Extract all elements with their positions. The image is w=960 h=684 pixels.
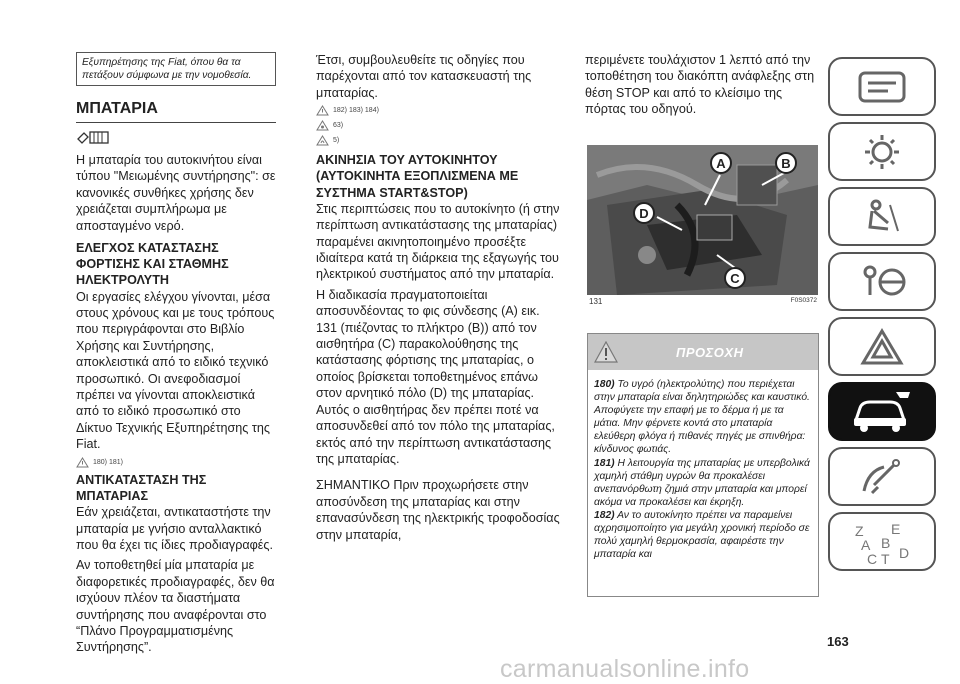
maintenance-icon xyxy=(854,457,910,497)
tab-dashboard[interactable] xyxy=(828,57,936,116)
battery-intro-text: Η μπαταρία του αυτοκινήτου είναι τύπου "Μειωμένης συντήρησης": σε κανονικές συνθήκες χρήσης δεν χρειάζεται συμπλήρωμα με αποσταγμένο νερό. xyxy=(76,153,276,233)
attention-number: 182) xyxy=(594,509,615,521)
hazard-triangle-icon xyxy=(854,327,910,367)
index-letters-icon xyxy=(847,518,917,566)
attention-header xyxy=(588,334,818,370)
watermark: carmanualsonline.info xyxy=(500,655,750,683)
svg-text:E: E xyxy=(891,520,901,537)
attention-number: 181) xyxy=(594,457,615,469)
figure-code: F0S0372 xyxy=(790,297,817,304)
procedure-text: Η διαδικασία πραγματοποιείται αποσυνδέοντας το φις σύνδεσης (A) εικ. 131 (πιέζοντας το πλήκτρο (B)) από τον αισθητήρα (C) παρακολούθησης της κατάστασης φόρτισης της μπαταρίας, ο οποίος βρίσκεται τοποθετημένος επάνω στον αρνητικό πόλο (D) της μπαταρίας. Αυτός ο αισθητήρας δεν πρέπει ποτέ να αποσυνδεθεί από τον πόλο της μπαταρίας, εκτός από την περίπτωση αντικατάστασης της μπαταρίας. xyxy=(316,287,555,466)
replacement-heading: ΑΝΤΙΚΑΤΑΣΤΑΣΗ ΤΗΣ ΜΠΑΤΑΡΙΑΣ xyxy=(76,472,207,503)
battery-figure xyxy=(587,145,818,295)
attention-body xyxy=(588,370,818,561)
environment-ref xyxy=(316,135,561,146)
note-box: Εξυπηρέτησης της Fiat, όπου θα τα πετάξουν σύμφωνα με την νομοθεσία. xyxy=(76,52,276,86)
warning-icon xyxy=(76,457,89,468)
environment-icon xyxy=(316,135,329,146)
svg-text:B: B xyxy=(781,156,791,171)
warning-ref-numbers: 180) 181) xyxy=(93,458,123,466)
callout-a xyxy=(711,153,731,173)
svg-text:C: C xyxy=(867,550,878,566)
warning-ref xyxy=(316,105,561,116)
tab-index[interactable] xyxy=(828,512,936,571)
attention-text: Αν το αυτοκίνητο πρέπει να παραμείνει αχρησιμοποίητο για μεγάλη χρονική περίοδο σε πολύ χαμηλή θερμοκρασία, αφαιρέστε την μπαταρία και xyxy=(594,509,810,561)
svg-text:B: B xyxy=(881,534,891,551)
svg-text:A: A xyxy=(716,156,726,171)
replacement-text: Εάν χρειάζεται, αντικαταστήστε την μπαταρία με γνήσιο ανταλλακτικό που θα έχει τις ίδιες προδιαγραφές. xyxy=(76,505,273,552)
section-title: ΜΠΑΤΑΡΙΑ xyxy=(76,100,276,123)
attention-number: 180) xyxy=(594,379,615,390)
svg-text:A: A xyxy=(861,536,871,553)
attention-item xyxy=(594,509,812,561)
attention-box xyxy=(587,333,819,597)
dashboard-icon xyxy=(854,67,910,107)
svg-text:Z: Z xyxy=(855,522,864,539)
figure-number: 131 xyxy=(589,297,603,306)
immobility-heading: ΑΚΙΝΗΣΙΑ ΤΟΥ ΑΥΤΟΚΙΝΗΤΟΥ (ΑΥΤΟΚΙΝΗΤΑ ΕΞΟΠΛΙΣΜΕΝΑ ΜΕ ΣΥΣΤΗΜΑ START&STOP) xyxy=(316,153,519,200)
attention-title: ΠΡΟΣΟΧΗ xyxy=(676,345,744,360)
caution-hand-icon xyxy=(316,120,329,131)
warning-light-icon xyxy=(854,132,910,172)
svg-text:C: C xyxy=(730,271,740,286)
svg-text:D: D xyxy=(899,544,910,561)
tab-safety[interactable] xyxy=(828,187,936,246)
tab-service-maintenance[interactable] xyxy=(828,382,936,441)
key-steering-icon xyxy=(854,262,910,302)
tab-emergency[interactable] xyxy=(828,317,936,376)
charge-check-text: Οι εργασίες ελέγχου γίνονται, μέσα στους χρόνους και με τους τρόπους που περιγράφονται στο Βιβλίο Χρήσης και Συντήρησης, αποκλειστικά από το ειδικό τεχνικό προσωπικό. Οι ανεφοδιασμοί πρέπει να γίνονται αποκλειστικά από το ειδικό προσωπικό στο Δίκτυο Τεχνικής Εξυπηρέτησης της Fiat. xyxy=(76,289,275,452)
manufacturer-advice-text: Έτσι, συμβουλευθείτε τις οδηγίες που παρέχονται από τον κατασκευαστή της μπαταρίας. xyxy=(316,53,532,100)
wait-text: περιμένετε τουλάχιστον 1 λεπτό από την τοποθέτηση του διακόπτη ανάφλεξης στη θέση STOP και από το κλείσιμο της πόρτας του οδηγού. xyxy=(585,53,815,117)
warning-ref xyxy=(76,457,276,468)
warning-ref-numbers: 182) 183) 184) xyxy=(333,107,379,115)
attention-item xyxy=(594,457,812,509)
important-text: ΣΗΜΑΝΤΙΚΟ Πριν προχωρήσετε στην αποσύνδεση της μπαταρίας και στην επανασύνδεση της ηλεκτρικής τροφοδοσίας στην μπαταρία, xyxy=(316,478,560,542)
attention-item xyxy=(594,378,812,457)
attention-text: Η λειτουργία της μπαταρίας με υπερβολικά χαμηλή στάθμη υγρών θα προκαλέσει ανεπανόρθωτη ζημιά στην μπαταρία και μπορεί ακόμα να προκαλέσει και έκρηξη. xyxy=(594,457,810,508)
svg-text:D: D xyxy=(639,206,649,221)
battery-service-icon xyxy=(76,129,276,150)
chapter-tabs xyxy=(828,57,940,577)
car-service-icon xyxy=(850,390,914,434)
column-2 xyxy=(316,52,561,543)
immobility-text: Στις περιπτώσεις που το αυτοκίνητο (ή στην περίπτωση αντικατάστασης της μπαταρίας) παραμένει ακινητοποιημένο προσέξτε ιδιαίτερα κατά τη διάρκεια της εξαγωγής του ηλεκτρικού συστήματος από την μπαταρία. xyxy=(316,201,560,282)
column-1 xyxy=(76,0,276,656)
page-number: 163 xyxy=(827,634,849,649)
environment-ref-numbers: 5) xyxy=(333,137,340,145)
attention-text: Το υγρό (ηλεκτρολύτης) που περιέχεται στην μπαταρία είναι δηλητηριώδες και καυστικό. Αποφύγετε την επαφή με το δέρμα ή με τα μάτια. Μην φέρνετε κοντά στο μπαταρία ελεύθερη φλόγα ή πιθανές πηγές με σπινθήρα: κίνδυνος φωτιάς. xyxy=(594,379,810,456)
callout-d xyxy=(634,203,654,223)
caution-ref xyxy=(316,120,561,131)
charge-check-heading: ΕΛΕΓΧΟΣ ΚΑΤΑΣΤΑΣΗΣ ΦΟΡΤΙΣΗΣ ΚΑΙ ΣΤΑΘΜΗΣ ΗΛΕΚΤΡΟΛΥΤΗ xyxy=(76,241,229,288)
column-3 xyxy=(585,52,820,118)
caution-ref-numbers: 63) xyxy=(333,122,344,130)
callout-b xyxy=(776,153,796,173)
warning-triangle-icon xyxy=(594,341,618,363)
safety-seat-icon xyxy=(854,197,910,237)
warning-icon xyxy=(316,105,329,116)
callout-c xyxy=(725,268,745,288)
tab-technical-data[interactable] xyxy=(828,447,936,506)
tab-warning-lights[interactable] xyxy=(828,122,936,181)
tab-starting-driving[interactable] xyxy=(828,252,936,311)
svg-text:T: T xyxy=(881,550,890,566)
replacement-text-2: Αν τοποθετηθεί μία μπαταρία με διαφορετικές προδιαγραφές, δεν θα ισχύουν πλέον τα διαστήματα συντήρησης που αναφέρονται στο “Πλάνο Προγραμματισμένης Συντήρησης”. xyxy=(76,558,275,655)
figure-caption xyxy=(589,297,817,306)
